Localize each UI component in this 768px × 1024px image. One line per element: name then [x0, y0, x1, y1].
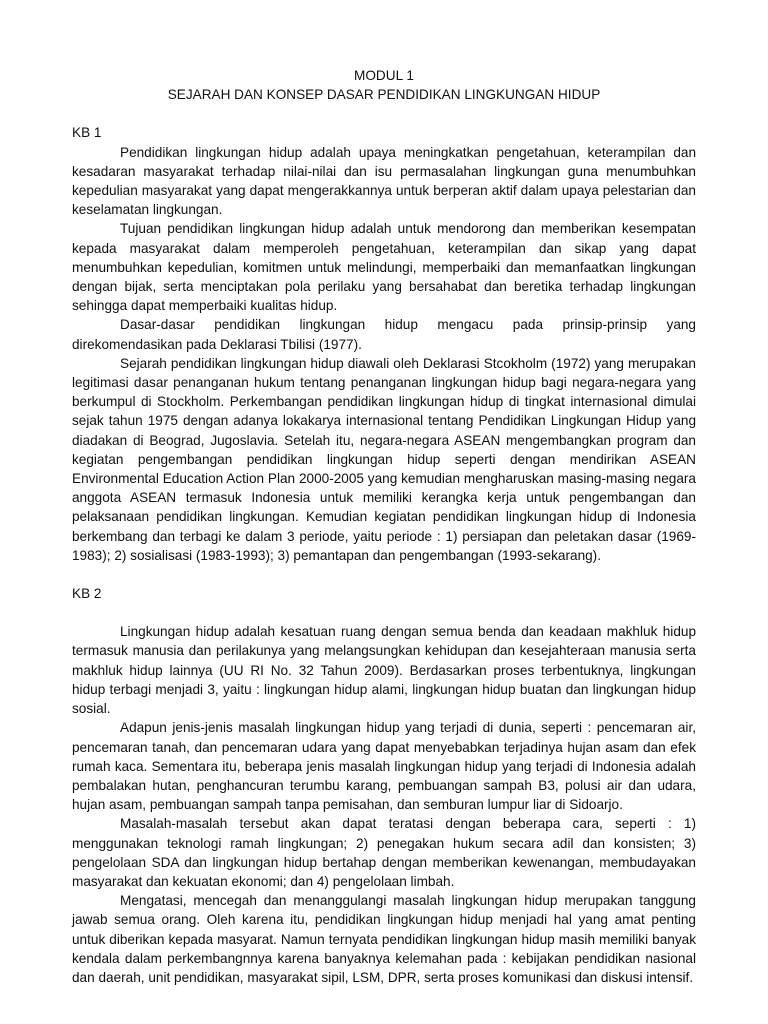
paragraph: Sejarah pendidikan lingkungan hidup diawali oleh Deklarasi Stcokholm (1972) yang merupakan legitimasi dasar penanganan hukum tentang penanganan lingkungan hidup bagi negara-negara yang berkumpul di Stockholm. Perkembangan pendidikan lingkungan hidup di tingkat internasional dimulai sejak tahun 1975 dengan adanya lokakarya internasional tentang Pendidikan Lingkungan Hidup yang diadakan di Beograd, Jugoslavia. Setelah itu, negara-negara ASEAN mengembangkan program dan kegiatan pengembangan pendidikan lingkungan hidup seperti dengan mendirikan ASEAN Environmental Education Action Plan 2000-2005 yang kemudian mengharuskan masing-masing negara anggota ASEAN termasuk Indonesia untuk memiliki kerangka kerja untuk pengembangan dan pelaksanaan pendidikan lingkungan. Kemudian kegiatan pendidikan lingkungan hidup di Indonesia berkembang dan terbagi ke dalam 3 periode, yaitu periode : 1) persiapan dan peletakan dasar (1969-1983); 2) sosialisasi (1983-1993); 3) pemantapan dan pengembangan (1993-sekarang).	[72, 355, 696, 563]
section-kb1	[72, 123, 696, 565]
paragraph: Lingkungan hidup adalah kesatuan ruang dengan semua benda dan keadaan makhluk hidup termasuk manusia dan perilakunya yang melangsungkan kehidupan dan kesejahteraan manusia serta makhluk hidup lainnya (UU RI No. 32 Tahun 2009). Berdasarkan proses terbentuknya, lingkungan hidup terbagi menjadi 3, yaitu : lingkungan hidup alami, lingkungan hidup buatan dan lingkungan hidup sosial.	[72, 624, 696, 717]
section-spacer	[72, 603, 696, 622]
section-kb2	[72, 584, 696, 987]
module-title: MODUL 1	[354, 68, 414, 83]
paragraph: Masalah-masalah tersebut akan dapat teratasi dengan beberapa cara, seperti : 1) menggunakan teknologi ramah lingkungan; 2) penegakan hukum secara adil dan konsisten; 3) pengelolaan SDA dan lingkungan hidup bertahap dengan memberikan kewenangan, membudayakan masyarakat dan kekuatan ekonomi; dan 4) pengelolaan limbah.	[72, 816, 696, 889]
module-subtitle: SEJARAH DAN KONSEP DASAR PENDIDIKAN LINGKUNGAN HIDUP	[167, 87, 601, 103]
document-page	[72, 66, 696, 987]
paragraph: Pendidikan lingkungan hidup adalah upaya meningkatkan pengetahuan, keterampilan dan kesadaran masyarakat terhadap nilai-nilai dan isu permasalahan lingkungan guna menumbuhkan kepedulian masyarakat yang dapat mengerakkannya untuk berperan aktif dalam upaya pelestarian dan keselamatan lingkungan.	[72, 144, 696, 218]
paragraph: Adapun jenis-jenis masalah lingkungan hidup yang terjadi di dunia, seperti : pencemaran air, pencemaran tanah, dan pencemaran udara yang dapat menyebabkan terjadinya hujan asam dan efek rumah kaca. Sementara itu, beberapa jenis masalah lingkungan hidup yang terjadi di Indonesia adalah pembalakan hutan, penghancuran terumbu karang, pembuangan sampah B3, polusi air dan udara, hujan asam, pembuangan sampah tanpa pemisahan, dan semburan lumpur liar di Sidoarjo.	[72, 720, 696, 813]
paragraph: Tujuan pendidikan lingkungan hidup adalah untuk mendorong dan memberikan kesempatan kepada masyarakat dalam memperoleh pengetahuan, keterampilan dan sikap yang dapat menumbuhkan kepedulian, komitmen untuk melindungi, memperbaiki dan memanfaatkan lingkungan dengan bijak, serta menciptakan pola perilaku yang bersahabat dan beretika terhadap lingkungan sehingga dapat memperbaiki kualitas hidup.	[72, 221, 696, 314]
section-label-kb2: KB 2	[72, 586, 102, 602]
section-label-kb1: KB 1	[72, 125, 102, 141]
paragraph: Dasar-dasar pendidikan lingkungan hidup mengacu pada prinsip-prinsip yang direkomendasikan pada Deklarasi Tbilisi (1977).	[72, 317, 696, 352]
paragraph: Mengatasi, mencegah dan menanggulangi masalah lingkungan hidup merupakan tanggung jawab semua orang. Oleh karena itu, pendidikan lingkungan hidup menjadi hal yang amat penting untuk diberikan kepada masyarat. Namun ternyata pendidikan lingkungan hidup masih memiliki banyak kendala dalam perkembangnnya karena banyaknya kelemahan pada : kebijakan pendidikan nasional dan daerah, unit pendidikan, masyarakat sipil, LSM, DPR, serta proses komunikasi dan diskusi intensif.	[72, 893, 696, 985]
